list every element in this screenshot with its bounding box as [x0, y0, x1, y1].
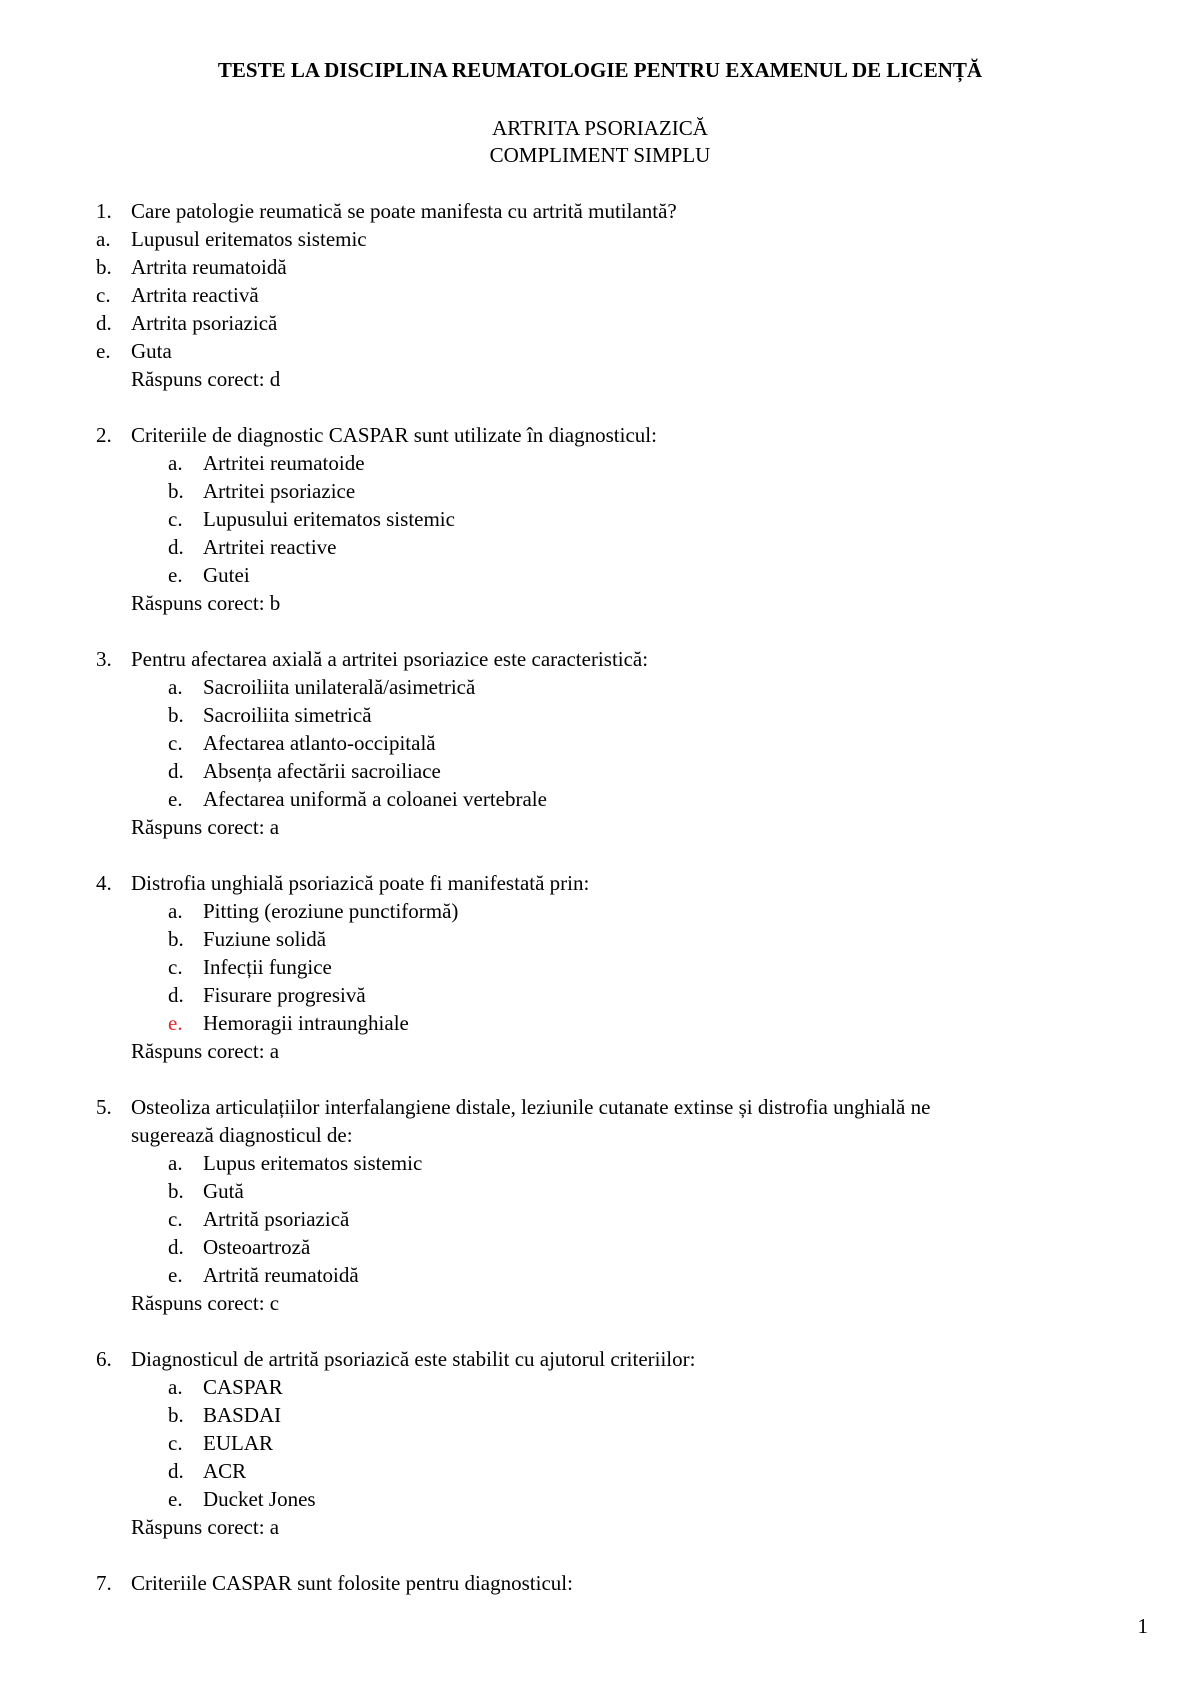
option-text: Sacroiliita unilaterală/asimetrică — [203, 675, 476, 699]
option-text: Gută — [203, 1179, 244, 1203]
answer-line: Răspuns corect: d — [131, 367, 281, 391]
option-letter: b. — [168, 1179, 184, 1203]
option-letter: b. — [168, 1403, 184, 1427]
option-letter: a. — [168, 899, 183, 923]
option-letter: c. — [96, 283, 111, 307]
option-letter: c. — [168, 507, 183, 531]
question-number: 4. — [96, 871, 112, 895]
subsection-title: COMPLIMENT SIMPLU — [489, 143, 711, 167]
option-letter: b. — [96, 255, 112, 279]
option-text: Ducket Jones — [203, 1487, 316, 1511]
question-number: 1. — [96, 199, 112, 223]
document-title: TESTE LA DISCIPLINA REUMATOLOGIE PENTRU EXAMENUL DE LICENȚĂ — [217, 58, 983, 82]
option-letter: e. — [168, 563, 183, 587]
option-letter: d. — [168, 535, 184, 559]
question-text: Diagnosticul de artrită psoriazică este stabilit cu ajutorul criteriilor: — [131, 1347, 696, 1371]
question-number: 3. — [96, 647, 112, 671]
answer-line: Răspuns corect: c — [131, 1291, 280, 1315]
answer-line: Răspuns corect: a — [131, 815, 280, 839]
option-text: Lupusul eritematos sistemic — [131, 227, 367, 251]
option-text: Artrită reumatoidă — [203, 1263, 359, 1287]
answer-line: Răspuns corect: a — [131, 1039, 280, 1063]
option-text: Artrita reactivă — [131, 283, 259, 307]
option-letter: a. — [168, 675, 183, 699]
option-letter: e. — [168, 787, 183, 811]
question-text: Pentru afectarea axială a artritei psoriazice este caracteristică: — [131, 647, 649, 671]
option-letter: d. — [168, 1235, 184, 1259]
option-letter: a. — [168, 451, 183, 475]
option-text: EULAR — [203, 1431, 273, 1455]
option-letter: c. — [168, 955, 183, 979]
option-text: Infecții fungice — [203, 955, 332, 979]
question-text: Osteoliza articulațiilor interfalangiene distale, leziunile cutanate extinse și distrofia unghială ne — [131, 1095, 931, 1119]
question-text: Care patologie reumatică se poate manifesta cu artrită mutilantă? — [131, 199, 677, 223]
option-text: Absența afectării sacroiliace — [203, 759, 441, 783]
answer-line: Răspuns corect: a — [131, 1515, 280, 1539]
option-text: CASPAR — [203, 1375, 283, 1399]
option-text: Osteoartroză — [203, 1235, 311, 1259]
option-letter: b. — [168, 479, 184, 503]
option-letter: d. — [168, 759, 184, 783]
question-text: Distrofia unghială psoriazică poate fi manifestată prin: — [131, 871, 590, 895]
option-letter: a. — [168, 1375, 183, 1399]
question-number: 2. — [96, 423, 112, 447]
option-text: Lupusului eritematos sistemic — [203, 507, 455, 531]
option-letter: a. — [96, 227, 111, 251]
question-text: Criteriile de diagnostic CASPAR sunt utilizate în diagnosticul: — [131, 423, 657, 447]
option-letter: c. — [168, 1207, 183, 1231]
option-text: ACR — [203, 1459, 247, 1483]
option-letter-highlighted: e. — [168, 1011, 183, 1035]
page-number: 1 — [1137, 1614, 1148, 1638]
option-letter: d. — [168, 1459, 184, 1483]
section-title: ARTRITA PSORIAZICĂ — [492, 116, 708, 140]
option-text: Sacroiliita simetrică — [203, 703, 372, 727]
option-text: Lupus eritematos sistemic — [203, 1151, 423, 1175]
option-letter: e. — [168, 1263, 183, 1287]
option-text: Artrita psoriazică — [131, 311, 278, 335]
question-text: Criteriile CASPAR sunt folosite pentru diagnosticul: — [131, 1571, 573, 1595]
option-text: Pitting (eroziune punctiformă) — [203, 899, 459, 923]
option-letter: e. — [168, 1487, 183, 1511]
option-text: BASDAI — [203, 1403, 282, 1427]
option-text: Gutei — [203, 563, 250, 587]
option-letter: d. — [96, 311, 112, 335]
option-text: Afectarea atlanto-occipitală — [203, 731, 436, 755]
option-text: Artritei reumatoide — [203, 451, 365, 475]
option-letter: b. — [168, 927, 184, 951]
question-number: 5. — [96, 1095, 112, 1119]
option-text: Guta — [131, 339, 172, 363]
option-text: Artritei psoriazice — [203, 479, 356, 503]
option-letter: c. — [168, 731, 183, 755]
option-text: Fuziune solidă — [203, 927, 327, 951]
option-text: Artritei reactive — [203, 535, 337, 559]
option-text: Afectarea uniformă a coloanei vertebrale — [203, 787, 547, 811]
question-text-continued: sugerează diagnosticul de: — [131, 1123, 353, 1147]
option-letter: d. — [168, 983, 184, 1007]
question-number: 7. — [96, 1571, 112, 1595]
option-text: Hemoragii intraunghiale — [203, 1011, 409, 1035]
option-text: Fisurare progresivă — [203, 983, 366, 1007]
option-text: Artrita reumatoidă — [131, 255, 287, 279]
option-text: Artrită psoriazică — [203, 1207, 350, 1231]
question-number: 6. — [96, 1347, 112, 1371]
option-letter: a. — [168, 1151, 183, 1175]
option-letter: c. — [168, 1431, 183, 1455]
option-letter: b. — [168, 703, 184, 727]
option-letter: e. — [96, 339, 111, 363]
answer-line: Răspuns corect: b — [131, 591, 281, 615]
